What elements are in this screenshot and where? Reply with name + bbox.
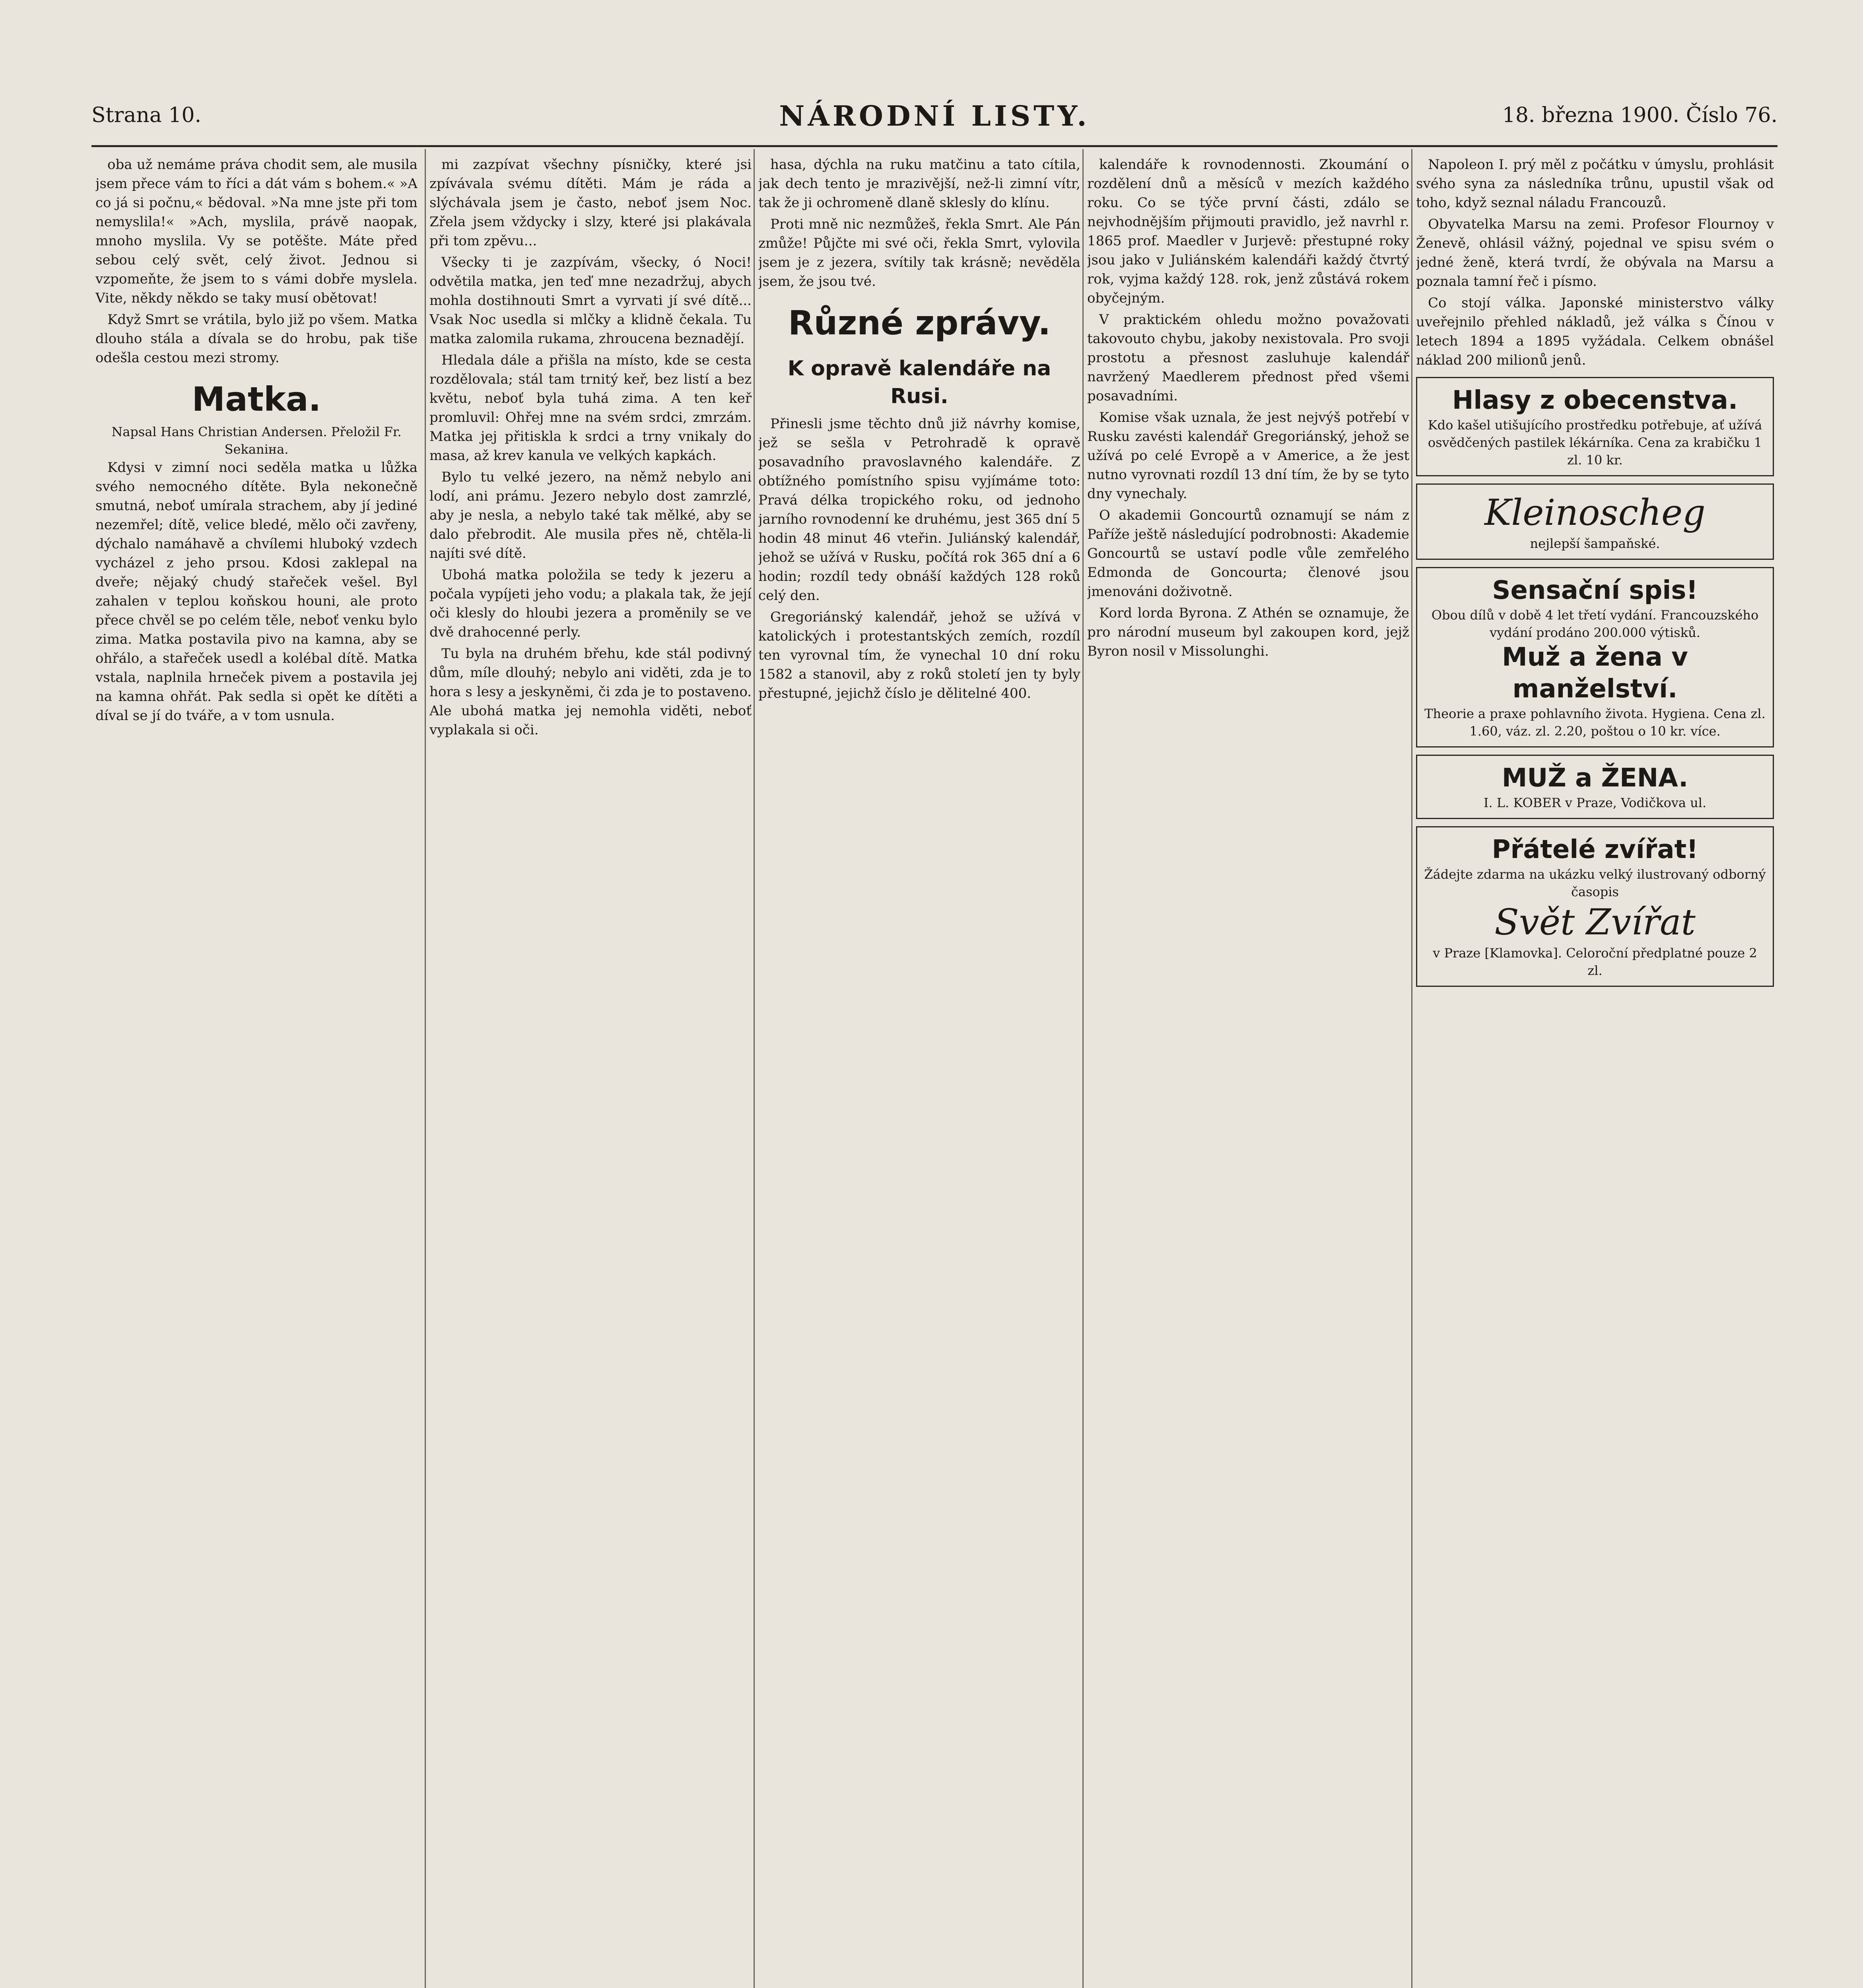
feature-byline: Napsal Hans Christian Andersen. Přeložil Fr. Sekaniна. xyxy=(111,424,402,457)
column-divider xyxy=(1411,149,1412,1988)
article-paragraph: V praktickém ohledu možno považovati takovouto chybu, jakoby nexistovala. Pro svoji prostotu a přesnost zasluhuje kalendář navržený Maedlerem přednost před všemi posavadními. xyxy=(1087,312,1409,404)
ad-title: Sensační spis! xyxy=(1492,576,1698,605)
ad-title: Přátelé zvířat! xyxy=(1492,835,1698,864)
masthead-title: NÁRODNÍ LISTY. xyxy=(779,99,1090,132)
advertisement xyxy=(1416,483,1774,560)
article-paragraph: Napoleon I. prý měl z počátku v úmyslu, prohlásit svého syna za následníka trůnu, upustil však od toho, když seznal náladu Francouzů. xyxy=(1416,157,1774,211)
article-paragraph: Obyvatelka Marsu na zemi. Profesor Flournoy v Ženevě, ohlásil vážný, pojednal ve spisu svém o jedné ženě, která tvrdí, že obývala na Marsu a poznala tamní řeč i písmo. xyxy=(1416,216,1774,289)
ad-text: Kdo kašel utišujícího prostředku potřebuje, ať užívá osvědčených pastilek lékárníka. Cena za krabičku 1 zl. 10 kr. xyxy=(1428,417,1762,468)
column-4 xyxy=(1087,155,1409,1988)
page-number: Strana 10. xyxy=(91,103,202,127)
article-paragraph: Proti mně nic nezmůžeš, řekla Smrt. Ale Pán zmůže! Půjčte mi své oči, řekla Smrt, vylovila jsem je z jezera, svítily tak krásně; nevěděla jsem, že jsou tvé. xyxy=(758,216,1080,289)
column-5 xyxy=(1416,155,1774,1988)
feature-title: Matka. xyxy=(192,380,321,419)
section-title: Různé zprávy. xyxy=(788,303,1051,342)
ad-title: Hlasy z obecenstva. xyxy=(1452,386,1738,415)
column-divider xyxy=(425,149,426,1988)
article-paragraph: kalendáře k rovnodennosti. Zkoumání o rozdělení dnů a měsíců v mezích každého roku. Co se týče první části, zdálo se nejvhodnějším přijmouti pravidlo, jež navrhl r. 1865 prof. Maedler v Jurjevě: přestupné roky jsou jako v Juliánském kalendáři každý čtvrtý rok, vyjma každý 128. rok, jenž zůstává rokem obyčejným. xyxy=(1087,157,1409,306)
article-paragraph: Ubohá matka položila se tedy k jezeru a počala vypíjeti jeho vodu; a plakala tak, že její oči klesly do hloubi jezera a proměnily se ve dvě drahocenné perly. xyxy=(429,567,752,640)
column-1 xyxy=(95,155,418,1988)
advertisement xyxy=(1416,826,1774,987)
article-paragraph: Všecky ti je zazpívám, všecky, ó Noci! odvětila matka, jen teď mne nezadržuj, abych mohla dostihnouti Smrt a vyrvati jí své dítě... Vsak Noc usedla si mlčky a klidně čekala. Tu matka zalomila rukama, zhroucena beznadějí. xyxy=(429,254,752,347)
issue-date: 18. března 1900. Číslo 76. xyxy=(1502,103,1778,127)
news-notice: O akademii Goncourtů oznamují se nám z Paříže ještě následující podrobnosti: Akademie Goncourtů se ustaví podle vůle zemřelého Edmonda de Goncourta; členové jsou jmenováni doživotně. xyxy=(1087,507,1409,600)
column-2 xyxy=(429,155,752,1988)
article-paragraph: Přinesli jsme těchto dnů již návrhy komise, jež se sešla v Petrohradě k opravě posavadního pravoslavného kalendáře. Z obtížného pomístního spisu vyjímáme toto: Pravá délka tropického roku, od jednoho jarního rovnodenní ke druhému, jest 365 dní 5 hodin 48 minut 46 vteřin. Juliánský kalendář, jehož se užívá v Rusku, počítá rok 365 dní a 6 hodin; rozdíl tedy obnáší každých 128 roků celý den. xyxy=(758,416,1080,604)
ad-text: Obou dílů v době 4 let třetí vydání. Francouzského vydání prodáno 200.000 výtisků. xyxy=(1431,608,1759,640)
article-paragraph: Tu byla na druhém břehu, kde stál podivný dům, míle dlouhý; nebylo ani viděti, zda je to hora s lesy a jeskyněmi, či zda je to postaveno. Ale ubohá matka jej nemohla viděti, neboť vyplakala si oči. xyxy=(429,646,752,738)
news-notice: Kord lorda Byrona. Z Athén se oznamuje, že pro národní museum byl zakoupen kord, jejž Byron nosil v Missolunghi. xyxy=(1087,605,1409,659)
column-3 xyxy=(758,155,1080,1988)
article-paragraph: mi zazpívat všechny písničky, které jsi zpívávala svému dítěti. Mám je ráda a slýchávala jsem je často, neboť jsem Noc. Zřela jsem vždycky i slzy, které jsi plakávala při tom zpěvu... xyxy=(429,157,752,249)
subsection-title: K opravě kalendáře na Rusi. xyxy=(787,357,1051,408)
brand-logo-text: Kleinoscheg xyxy=(1484,492,1706,534)
article-paragraph: Kdysi v zimní noci seděla matka u lůžka svého nemocného dítěte. Byla nekonečně smutná, neboť umírala strachem, aby jí jediné nezemřel; dítě, velice bledé, mělo oči zavřeny, dýchalo namáhavě a chvílemi hluboký vzdech vycházel z jeho prsou. Kdosi zaklepal na dveře; nějaký chudý stařeček vešel. Byl zahalen v teplou koňskou houni, ale proto přece chvěl se po celém těle, neboť venku bylo zima. Matka postavila pivo na kamna, aby se ohřálo, a stařeček usedl a kolébal dítě. Matka vstala, naplnila hrneček pivem a postavila jej na kamna ohřát. Pak sedla si opět ke dítěti a díval se jí do tváře, a v tom usnula. xyxy=(95,460,418,724)
ad-text: Theorie a praxe pohlavního života. Hygiena. Cena zl. 1.60, váz. zl. 2.20, poštou o 10 kr. více. xyxy=(1424,706,1766,739)
ad-title: Muž a žena v manželství. xyxy=(1502,643,1688,704)
advertisement xyxy=(1416,755,1774,819)
advertisement xyxy=(1416,377,1774,476)
article-paragraph: Gregoriánský kalendář, jehož se užívá v katolických i protestantských zemích, rozdíl ten vyrovnal tím, že vynechal 10 dní roku 1582 a stanovil, aby z roků století jen ty byly přestupné, jejichž číslo je dělitelné 400. xyxy=(758,609,1080,701)
advertisement xyxy=(1416,567,1774,747)
ad-text: I. L. KOBER v Praze, Vodičkova ul. xyxy=(1483,795,1707,810)
column-divider xyxy=(754,149,755,1988)
ad-footer: v Praze [Klamovka]. Celoroční předplatné pouze 2 zl. xyxy=(1433,945,1757,978)
article-paragraph: hasa, dýchla na ruku matčinu a tato cítila, jak dech tento je mrazivější, než-li zimní vítr, tak že ji ochromeně dlaně sklesly do klínu. xyxy=(758,157,1080,211)
page-header xyxy=(91,99,1778,147)
ad-subtitle: nejlepší šampaňské. xyxy=(1530,536,1660,551)
article-paragraph: Hledala dále a přišla na místo, kde se cesta rozdělovala; stál tam trnitý keř, bez listí a bez květu, neboť byla tuhá zima. A ten keř promluvil: Ohřej mne na svém srdci, zmrzám. Matka jej přitiskla k srdci a trny vnikaly do masa, až krev kanula ve velkých kapkách. xyxy=(429,352,752,464)
article-paragraph: Bylo tu velké jezero, na němž nebylo ani lodí, ani prámu. Jezero nebylo dost zamrzlé, aby je nesla, a nebylo také tak mělké, aby se dalo přebrodit. Ale musila přes ně, chtěla-li najíti své dítě. xyxy=(429,469,752,561)
article-paragraph: Komise však uznala, že jest nejvýš potřebí v Rusku zavésti kalendář Gregoriánský, jehož se užívá po celé Evropě a v Americe, a že jest nutno vyrovnati rozdíl 13 dní tím, že by se tyto dny vynechaly. xyxy=(1087,410,1409,502)
article-paragraph: Když Smrt se vrátila, bylo již po všem. Matka dlouho stála a dívala se do hrobu, pak tiše odešla cestou mezi stromy. xyxy=(95,312,418,366)
column-divider xyxy=(1082,149,1084,1988)
header-rule xyxy=(91,145,1778,147)
ad-title: MUŽ a ŽENA. xyxy=(1502,763,1688,793)
ad-text: Žádejte zdarma na ukázku velký ilustrovaný odborný časopis xyxy=(1424,867,1766,899)
article-paragraph: oba už nemáme práva chodit sem, ale musila jsem přece vám to říci a dát vám s bohem.« »A co já si počnu,« bědoval. »Na mne jste při tom nemyslila!« »Ach, myslila, právě naopak, mnoho myslila. Vy se potěšte. Máte před sebou celý svět, celý život. Jednou si vzpomeňte, že jsem to s vámi dobře myslela. Vite, někdy někdo se taky musí obětovat! xyxy=(95,157,418,306)
article-paragraph: Co stojí válka. Japonské ministerstvo války uveřejnilo přehled nákladů, jež válka s Čínou v letech 1894 a 1895 vyžádala. Celkem obnášel náklad 200 milionů jenů. xyxy=(1416,295,1774,368)
magazine-logo-text: Svět Zvířat xyxy=(1494,901,1696,943)
